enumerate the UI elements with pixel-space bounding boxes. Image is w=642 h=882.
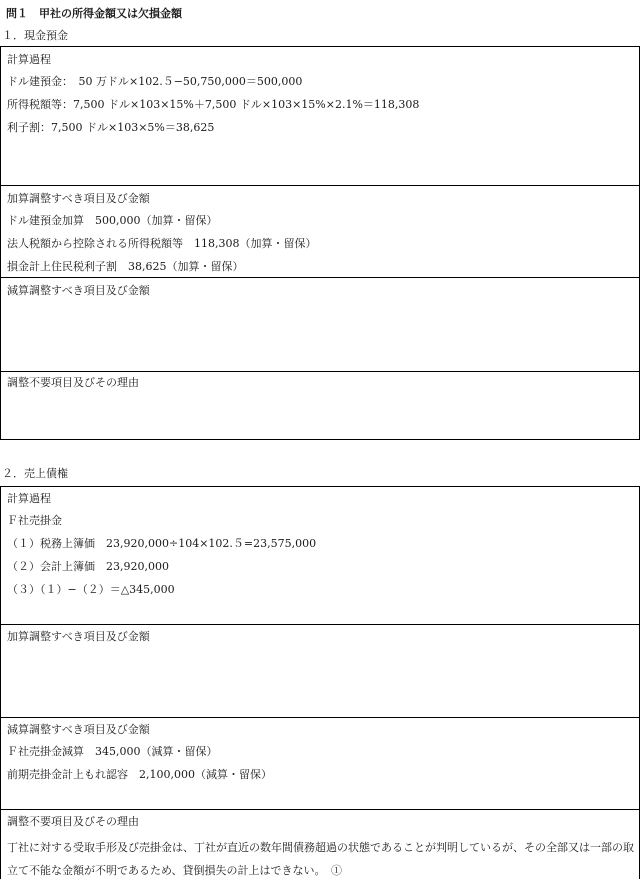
s1-add-line: 損金計上住民税利子割 38,625（加算・留保）	[7, 260, 244, 273]
s2-calc-line: （１）税務上簿価 23,920,000÷104×102.５=23,575,000	[7, 537, 317, 550]
s1-none-box	[0, 371, 640, 440]
s2-none-label: 調整不要項目及びその理由	[7, 815, 139, 828]
section-heading-trade-receivables: ２．売上債権	[2, 467, 68, 480]
s2-calc-line: （２）会計上簿価 23,920,000	[7, 560, 169, 573]
s2-none-reason-text: 丁社に対する受取手形及び売掛金は、丁社が直近の数年間債務超過の状態であることが判明しているが、その全部又は一部の取立て不能な金額が不明であるため、貸倒損失の計上はできない。 ①	[7, 841, 634, 877]
s2-sub-line: Ｆ社売掛金減算 345,000（減算・留保）	[7, 745, 218, 758]
s1-calc-box	[0, 46, 640, 186]
page-title: 問１ 甲社の所得金額又は欠損金額	[6, 7, 182, 20]
s1-sub-box	[0, 277, 640, 372]
s2-sub-line: 前期売掛金計上もれ認容 2,100,000（減算・留保）	[7, 768, 272, 781]
s2-add-box	[0, 624, 640, 718]
s1-add-box	[0, 185, 640, 278]
s2-add-label: 加算調整すべき項目及び金額	[7, 630, 150, 643]
s1-calc-label: 計算過程	[7, 53, 51, 66]
s1-add-label: 加算調整すべき項目及び金額	[7, 192, 150, 205]
s1-calc-line: ドル建預金： 50 万ドル×102.５−50,750,000＝500,000	[7, 75, 303, 88]
s2-calc-line: （３）（１）−（２）＝△345,000	[7, 583, 175, 596]
s2-calc-line: Ｆ社売掛金	[7, 514, 62, 527]
s1-none-label: 調整不要項目及びその理由	[7, 376, 139, 389]
s2-sub-label: 減算調整すべき項目及び金額	[7, 723, 150, 736]
s1-calc-line: 利子割：7,500 ドル×103×5%＝38,625	[7, 121, 215, 134]
s2-none-box	[0, 809, 640, 879]
s2-calc-label: 計算過程	[7, 492, 51, 505]
s1-sub-label: 減算調整すべき項目及び金額	[7, 284, 150, 297]
s2-calc-box	[0, 486, 640, 625]
s1-add-line: ドル建預金加算 500,000（加算・留保）	[7, 214, 218, 227]
s1-add-line: 法人税額から控除される所得税額等 118,308（加算・留保）	[7, 237, 317, 250]
s2-sub-box	[0, 717, 640, 810]
s1-calc-line: 所得税額等：7,500 ドル×103×15%＋7,500 ドル×103×15%×2.1%＝118,308	[7, 98, 420, 111]
section-heading-cash-deposits: １．現金預金	[2, 29, 68, 42]
